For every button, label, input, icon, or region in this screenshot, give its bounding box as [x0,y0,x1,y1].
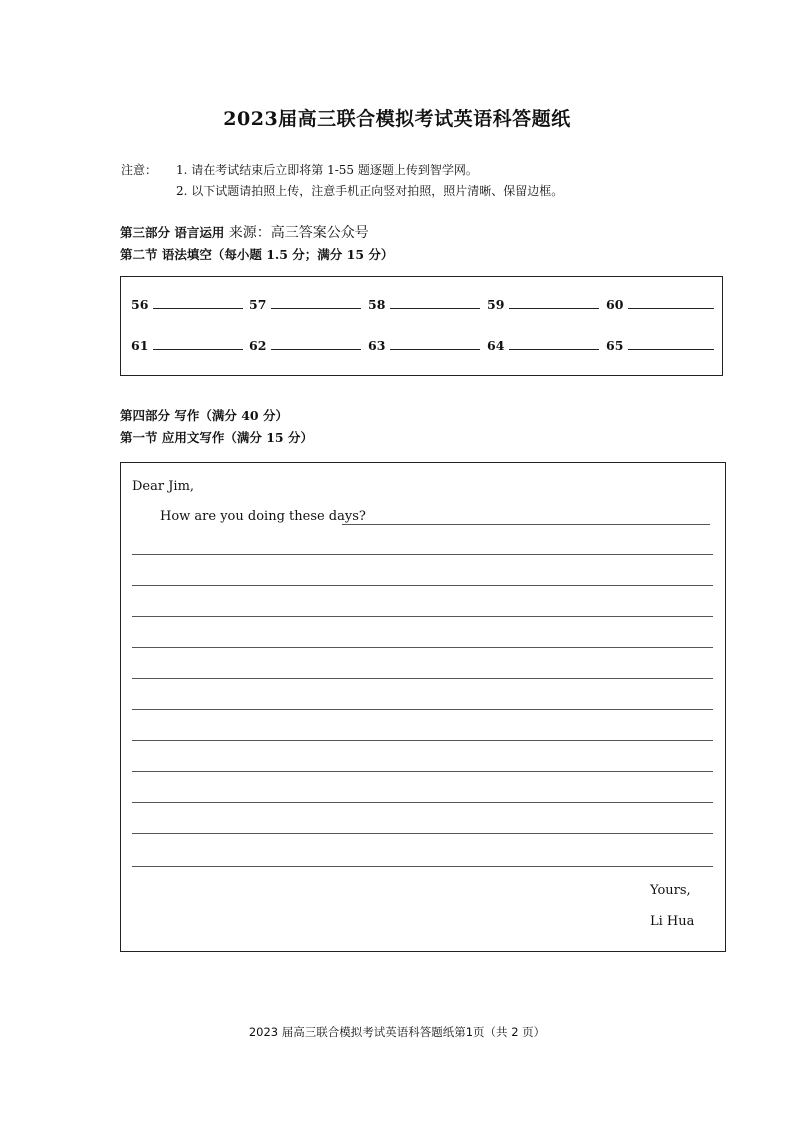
letter-opening: How are you doing these days? [160,509,366,524]
grammar-item-59 [487,297,599,312]
grammar-answer-line[interactable] [271,349,361,350]
writing-line[interactable] [132,709,713,710]
part4-heading: 第四部分 写作（满分 40 分） [120,408,288,423]
writing-line[interactable] [132,771,713,772]
letter-salutation: Dear Jim, [132,479,195,494]
page-footer: 2023 届高三联合模拟考试英语科答题纸第1页（共 2 页） [248,1025,546,1039]
grammar-answer-line[interactable] [390,349,480,350]
writing-line[interactable] [132,802,713,803]
grammar-section-heading: 第二节 语法填空（每小题 1.5 分；满分 15 分） [120,247,394,262]
grammar-answer-line[interactable] [271,308,361,309]
writing-line-first[interactable] [342,524,710,525]
writing-line[interactable] [132,740,713,741]
grammar-item-58 [368,297,480,312]
grammar-item-63 [368,338,480,353]
notice-item-1: 1. 请在考试结束后立即将第 1-55 题逐题上传到智学网。 [176,163,478,177]
notice-label: 注意： [121,163,158,177]
grammar-answer-line[interactable] [153,349,243,350]
grammar-item-number: 65 [606,338,624,353]
grammar-item-number: 59 [487,297,505,312]
writing-line[interactable] [132,678,713,679]
writing-answer-box [120,462,726,952]
part3-heading-row [120,222,369,242]
grammar-item-number: 61 [131,338,149,353]
grammar-item-64 [487,338,599,353]
grammar-item-number: 63 [368,338,386,353]
writing-line[interactable] [132,616,713,617]
source-note: 来源：高三答案公众号 [228,225,369,241]
grammar-item-57 [249,297,361,312]
grammar-answer-line[interactable] [390,308,480,309]
writing-line[interactable] [132,833,713,834]
writing-line[interactable] [132,647,713,648]
letter-signature: Li Hua [650,914,695,929]
grammar-item-56 [131,297,243,312]
grammar-item-number: 58 [368,297,386,312]
grammar-item-number: 64 [487,338,505,353]
grammar-answer-line[interactable] [153,308,243,309]
page-title: 2023届高三联合模拟考试英语科答题纸 [223,108,571,130]
grammar-item-number: 60 [606,297,624,312]
writing-line[interactable] [132,585,713,586]
notice-item-2: 2. 以下试题请拍照上传，注意手机正向竖对拍照，照片清晰、保留边框。 [176,184,564,198]
grammar-answer-line[interactable] [628,349,714,350]
grammar-item-number: 56 [131,297,149,312]
grammar-answer-line[interactable] [509,349,599,350]
grammar-item-62 [249,338,361,353]
writing-line[interactable] [132,554,713,555]
grammar-item-number: 57 [249,297,267,312]
grammar-answer-line[interactable] [509,308,599,309]
part3-heading: 第三部分 语言运用 [120,225,225,240]
writing-section-heading: 第一节 应用文写作（满分 15 分） [120,430,313,445]
grammar-item-number: 62 [249,338,267,353]
grammar-answer-box [120,276,723,376]
grammar-item-61 [131,338,243,353]
writing-line[interactable] [132,866,713,867]
grammar-answer-line[interactable] [628,308,714,309]
grammar-item-60 [606,297,714,312]
grammar-item-65 [606,338,714,353]
letter-closing: Yours, [650,883,691,898]
